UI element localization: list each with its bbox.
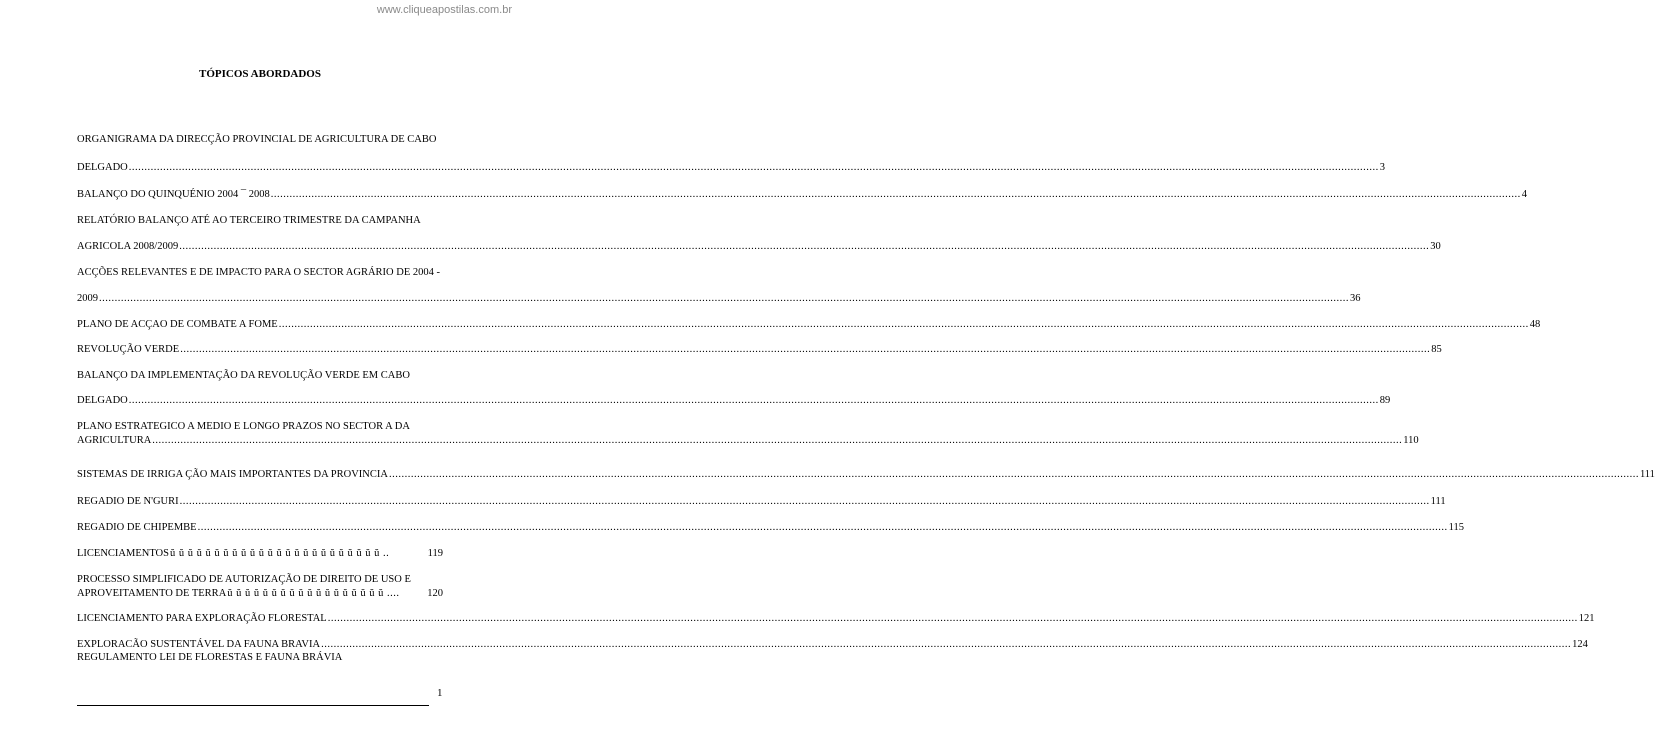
toc-entry-title[interactable] [77,369,443,382]
toc-entry-leader: ŭ ŭ ŭ ŭ ŭ ŭ ŭ ŭ ŭ ŭ ŭ ŭ ŭ ŭ ŭ ŭ ŭ ŭ .... [227,588,400,599]
toc-entry[interactable] [77,292,1361,305]
toc-entry-title[interactable] [77,420,443,433]
toc-entry-text: LICENCIAMENTO PARA EXPLORAÇÃO FLORESTAL [77,613,327,624]
toc-entry-page: 111 [1639,469,1655,480]
toc-entry-page: 119 [427,548,443,559]
toc-entry[interactable] [77,612,1595,625]
toc-entry[interactable] [77,188,1528,201]
toc-entry[interactable] [77,547,443,560]
watermark-url: www.cliqueapostilas.com.br [376,4,512,16]
toc-entry-title[interactable] [77,133,443,146]
toc-entry-page: 85 [1431,344,1442,355]
toc-entry-text: 2009 [77,293,98,304]
toc-entry-page: 89 [1379,395,1391,406]
toc-entry-text: EXPLORACÃO SUSTENTÁVEL DA FAUNA BRAVIA [77,639,321,650]
toc-entry-text: SISTEMAS DE IRRIGA ÇÃO MAIS IMPORTANTES DA PROVINCIA [77,469,388,480]
toc-entry-title-text: ACÇÕES RELEVANTES E DE IMPACTO PARA O SECTOR AGRÁRIO DE 2004 - [77,267,440,278]
toc-entry-page: 121 [1578,613,1595,624]
toc-entry[interactable] [77,240,1441,253]
toc-entry[interactable] [77,318,1541,331]
toc-entry[interactable] [77,161,1385,174]
toc-entry-leader: ................................................................................................................................................................................................................................................................................................................................................................................................................ [99,293,1349,304]
toc-entry-title[interactable] [77,266,443,279]
toc-entry-title[interactable] [77,214,443,227]
toc-entry-page: 4 [1521,189,1528,200]
toc-entry-text: APROVEITAMENTO DE TERRA [77,588,227,599]
toc-entry-text: DELGADO [77,395,128,406]
footer-rule [77,705,429,706]
toc-entry-leader: ................................................................................................................................................................................................................................................................................................................................................................................................................ [388,469,1639,480]
toc-entry-text: LICENCIAMENTOS [77,548,169,559]
toc-entry-page: 111 [1430,496,1446,507]
toc-entry-leader: ................................................................................................................................................................................................................................................................................................................................................................................................................ [128,162,1379,173]
page-number: 1 [437,687,443,699]
toc-entry-text: AGRICOLA 2008/2009 [77,241,179,252]
toc-entry-leader: ................................................................................................................................................................................................................................................................................................................................................................................................................ [179,496,1430,507]
toc-entry-leader: ................................................................................................................................................................................................................................................................................................................................................................................................................ [179,241,1430,252]
toc-entry-text: DELGADO [77,162,128,173]
toc-entry-leader: ................................................................................................................................................................................................................................................................................................................................................................................................................ [180,344,1431,355]
toc-entry-leader: ................................................................................................................................................................................................................................................................................................................................................................................................................ [278,319,1529,330]
toc-entry-text: REGADIO DE N'GURI [77,496,179,507]
toc-entry-text: REGULAMENTO LEI DE FLORESTAS E FAUNA BRÁVIA [77,652,343,663]
toc-entry-leader: ŭ ŭ ŭ ŭ ŭ ŭ ŭ ŭ ŭ ŭ ŭ ŭ ŭ ŭ ŭ ŭ ŭ ŭ ŭ ŭ ŭ ŭ ŭ ŭ .. [169,548,390,559]
toc-entry-title-text: PLANO ESTRATEGICO A MEDIO E LONGO PRAZOS NO SECTOR A DA [77,421,410,432]
toc-entry[interactable] [77,394,1391,407]
toc-entry-leader: ................................................................................................................................................................................................................................................................................................................................................................................................................ [128,395,1379,406]
toc-entry-title-text: BALANÇO DA IMPLEMENTAÇÃO DA REVOLUÇÃO VERDE EM CABO [77,370,410,381]
toc-entry[interactable] [77,638,1588,651]
toc-entry-page: 120 [427,588,443,599]
toc-entry-leader: ................................................................................................................................................................................................................................................................................................................................................................................................................ [327,613,1578,624]
toc-entry-page: 110 [1403,435,1419,446]
toc-entry-title[interactable] [77,573,443,586]
toc-entry[interactable] [77,651,443,664]
toc-entry[interactable] [77,468,1655,481]
toc-entry-page: 36 [1350,293,1361,304]
toc-entry-title-text: RELATÓRIO BALANÇO ATÉ AO TERCEIRO TRIMESTRE DA CAMPANHA [77,215,421,226]
toc-entry[interactable] [77,587,443,600]
toc-entry[interactable] [77,434,1419,447]
toc-entry-text: REVOLUÇÃO VERDE [77,344,180,355]
toc-entry-title-text: PROCESSO SIMPLIFICADO DE AUTORIZAÇÃO DE DIREITO DE USO E [77,574,411,585]
toc-entry-page: 124 [1572,639,1588,650]
toc-entry-text: AGRICULTURA [77,435,152,446]
toc-entry-leader: ................................................................................................................................................................................................................................................................................................................................................................................................................ [197,522,1448,533]
toc-entry[interactable] [77,343,1442,356]
toc-entry-text: PLANO DE ACÇAO DE COMBATE A FOME [77,319,278,330]
toc-entry-page: 48 [1529,319,1541,330]
toc-entry[interactable] [77,495,1446,508]
toc-entry-text: REGADIO DE CHIPEMBE [77,522,197,533]
toc-entry-leader: ................................................................................................................................................................................................................................................................................................................................................................................................................ [321,639,1572,650]
toc-entry[interactable] [77,521,1464,534]
toc-entry-leader: ................................................................................................................................................................................................................................................................................................................................................................................................................ [270,189,1521,200]
toc-entry-page: 3 [1379,162,1385,173]
toc-entry-page: 30 [1430,241,1441,252]
toc-entry-page: 115 [1448,522,1464,533]
toc-heading: TÓPICOS ABORDADOS [199,68,321,80]
toc-entry-title-text: ORGANIGRAMA DA DIRECÇÃO PROVINCIAL DE AGRICULTURA DE CABO [77,134,437,145]
toc-entry-text: BALANÇO DO QUINQUÉNIO 2004 ¯ 2008 [77,189,270,200]
toc-entry-leader: ................................................................................................................................................................................................................................................................................................................................................................................................................ [152,435,1403,446]
